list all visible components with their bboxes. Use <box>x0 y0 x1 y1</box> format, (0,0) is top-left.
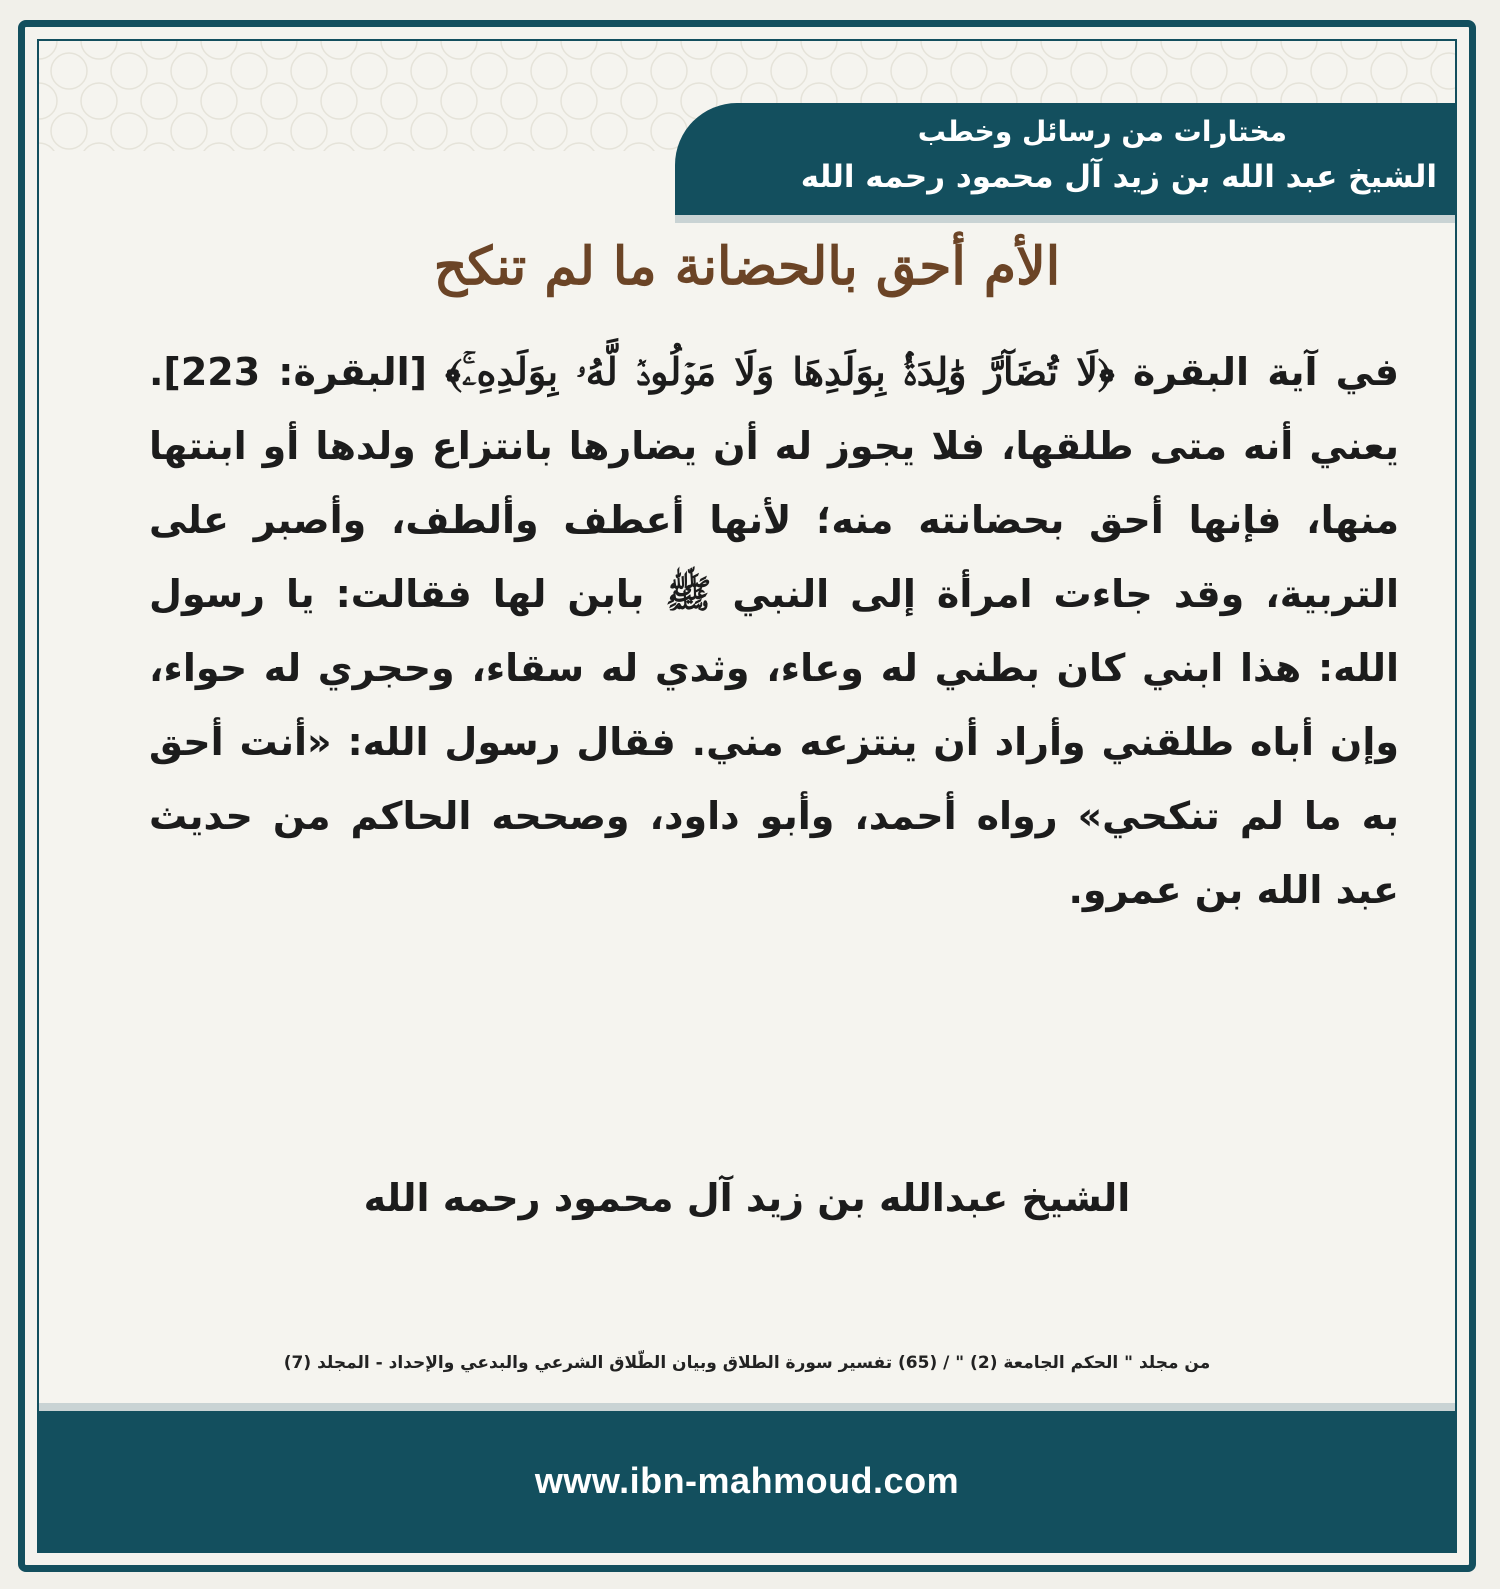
quran-verse: ﴿لَا تُضَآرَّ وَٰلِدَةُۢ بِوَلَدِهَا وَلَا مَوۡلُودٞ لَّهُۥ بِوَلَدِهِۦۚ﴾ <box>445 349 1115 394</box>
body-intro: في آية البقرة <box>1114 350 1399 394</box>
footer-banner <box>39 1403 1455 1551</box>
inner-frame <box>37 39 1457 1553</box>
source-citation: من مجلد " الحكم الجامعة (2) " / (65) تفسير سورة الطلاق وبيان الطّلاق الشرعي والبدعي والإحداد - المجلد (7) <box>283 1353 1211 1373</box>
outer-frame <box>18 20 1476 1572</box>
header-author-name: الشيخ عبد الله بن زيد آل محمود رحمه الله <box>800 159 1437 195</box>
website-link[interactable]: www.ibn-mahmoud.com <box>534 1460 960 1501</box>
header-series-title: مختارات من رسائل وخطب <box>917 115 1287 148</box>
author-signature: الشيخ عبدالله بن زيد آل محمود رحمه الله <box>363 1176 1131 1220</box>
header-banner <box>675 103 1455 215</box>
body-paragraph: [البقرة: 223]. يعني أنه متى طلقها، فلا يجوز له أن يضارها بانتزاع ولدها أو ابنتها منها، فإنها أحق بحضانته منه؛ لأنها أعطف وألطف، وأصبر على التربية، وقد جاءت امرأة إلى النبي ﷺ بابن لها فقالت: يا رسول الله: هذا ابني كان بطني له وعاء، وثدي له سقاء، وحجري له حواء، وإن أباه طلقني وأراد أن ينتزعه مني. فقال رسول الله: «أنت أحق به ما لم تنكحي» رواه أحمد، وأبو داود، وصححه الحاكم من حديث عبد الله بن عمرو. <box>149 350 1399 912</box>
article-body <box>149 335 1399 927</box>
page-title: الأم أحق بالحضانة ما لم تنكح <box>433 236 1061 297</box>
